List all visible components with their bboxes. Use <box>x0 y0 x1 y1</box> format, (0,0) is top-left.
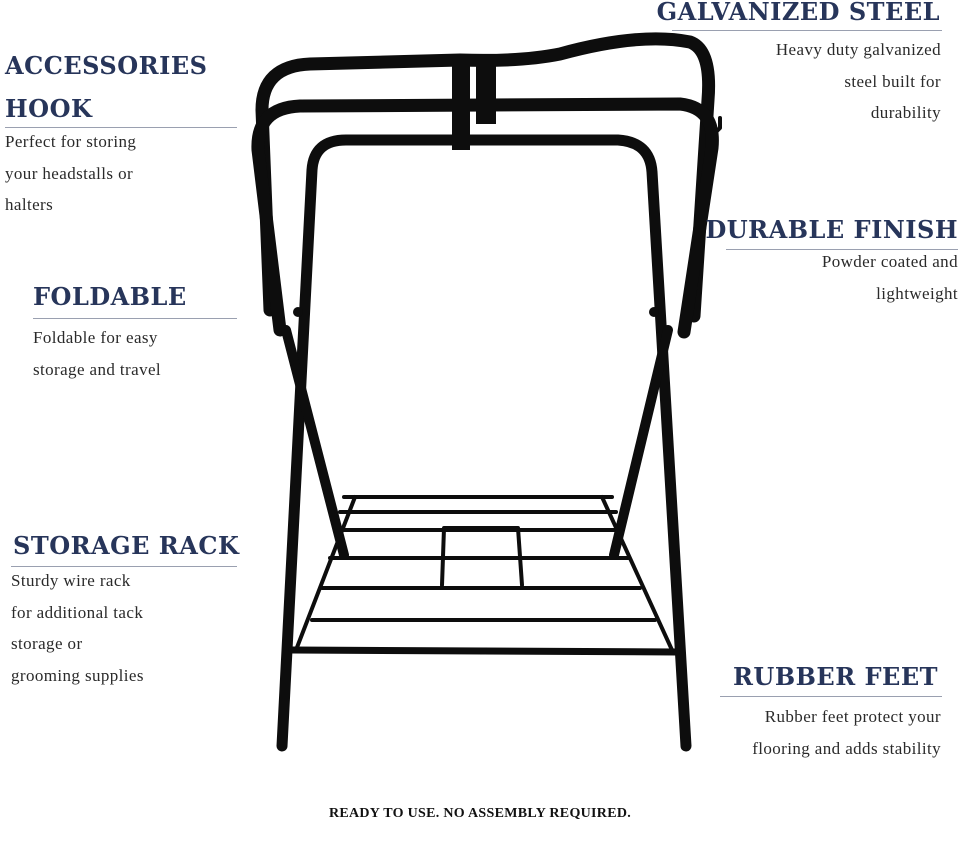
storage-rack-description <box>11 565 144 691</box>
description-line: for additional tack <box>11 602 144 622</box>
foldable-description <box>33 322 161 385</box>
durable-finish-title: DURABLE FINISH <box>705 215 958 244</box>
description-line: storage and travel <box>33 359 162 379</box>
galvanized-steel-description <box>776 34 941 129</box>
accessories-hook-title-line2: HOOK <box>5 94 93 123</box>
description-line: lightweight <box>876 283 958 303</box>
description-line: durability <box>870 103 941 122</box>
description-line: steel built for <box>844 71 941 91</box>
description-line: Sturdy wire rack <box>11 571 131 590</box>
pivot-left <box>293 307 303 317</box>
description-line: your headstalls or <box>5 163 134 183</box>
description-line: Rubber feet protect your <box>764 707 941 726</box>
description-line: Powder coated and <box>821 252 958 271</box>
leg-right-diagonal <box>614 330 668 555</box>
description-line: flooring and adds stability <box>752 738 941 758</box>
foldable-divider <box>33 318 237 319</box>
rubber-feet-divider <box>720 696 942 697</box>
description-line: Heavy duty galvanized <box>775 40 941 59</box>
description-line: halters <box>5 195 54 214</box>
description-line: grooming supplies <box>11 665 144 685</box>
description-line: Foldable for easy <box>33 328 158 347</box>
storage-rack-title: STORAGE RACK <box>13 531 240 560</box>
description-line: storage or <box>11 634 83 653</box>
strap-2 <box>476 58 496 124</box>
description-line: Perfect for storing <box>5 132 137 151</box>
galvanized-steel-divider <box>672 30 942 31</box>
durable-finish-description <box>822 246 958 309</box>
footer-note: READY TO USE. NO ASSEMBLY REQUIRED. <box>328 806 632 821</box>
galvanized-steel-title: GALVANIZED STEEL <box>656 0 940 26</box>
pivot-right <box>649 307 659 317</box>
foldable-title: FOLDABLE <box>33 282 187 311</box>
rubber-feet-description <box>752 701 941 764</box>
rubber-feet-title: RUBBER FEET <box>732 662 938 691</box>
accessories-hook-description <box>5 126 136 221</box>
strap <box>452 58 470 150</box>
accessories-hook-title: ACCESSORIES <box>5 51 208 80</box>
